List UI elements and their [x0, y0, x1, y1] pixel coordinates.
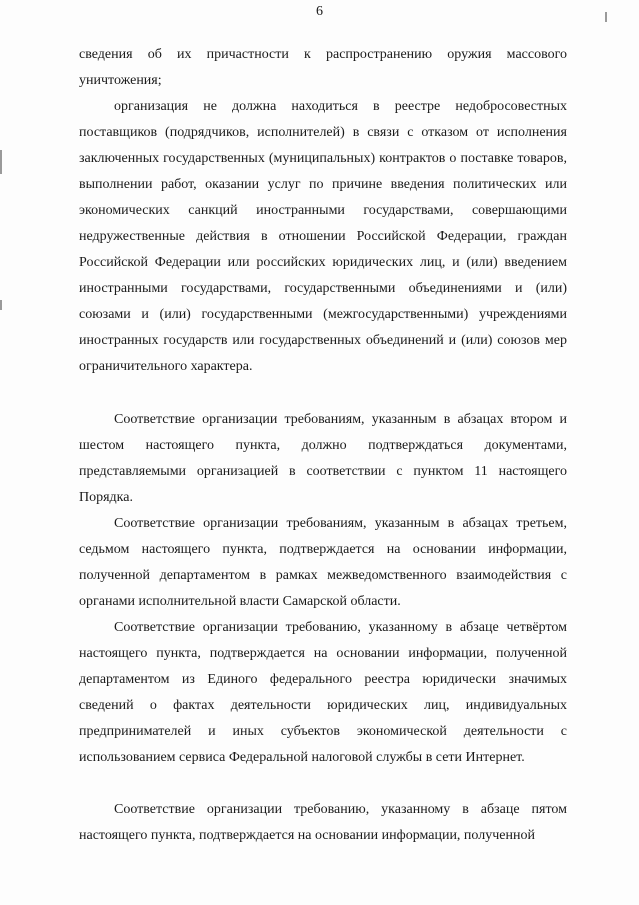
scan-artifact	[0, 150, 2, 174]
paragraph-compliance-interagency: Соответствие организации требованиям, указанным в абзацах третьем, седьмом настоящего пункта, подтверждается на основании информации, полученной департаментом в рамках межведомственного взаимодействия с органами исполнительной власти Самарской области.	[79, 516, 567, 609]
paragraph-compliance-fifth: Соответствие организации требованию, указанному в абзаце пятом настоящего пункта, подтверждается на основании информации, полученной	[79, 802, 567, 843]
scan-artifact	[0, 300, 2, 310]
page-number: 6	[316, 4, 323, 19]
paragraph-continuation: сведения об их причастности к распространению оружия массового уничтожения;	[79, 47, 567, 88]
paragraph-compliance-documents: Соответствие организации требованиям, указанным в абзацах втором и шестом настоящего пункта, должно подтверждаться документами, представляемыми организацией в соответствии с пунктом 11 настоящего Порядка.	[79, 412, 567, 505]
paragraph-registry-requirement: организация не должна находиться в реестре недобросовестных поставщиков (подрядчиков, исполнителей) в связи с отказом от исполнения заключенных государственных (муниципальных) контрактов о поставке товаров, выполнении работ, оказании услуг по причине введения политических или экономических санкций иностранными государствами, совершающими недружественные действия в отношении Российской Федерации, граждан Российской Федерации или российских юридических лиц, и (или) введением иностранными государствами, государственными объединениями и (или) союзами и (или) государственными (межгосударственными) учреждениями иностранных государств или государственных объединений и (или) союзов мер ограничительного характера.	[79, 99, 567, 374]
paragraph-compliance-federal-registry: Соответствие организации требованию, указанному в абзаце четвёртом настоящего пункта, подтверждается на основании информации, полученной департаментом из Единого федерального реестра юридически значимых сведений о фактах деятельности юридических лиц, индивидуальных предпринимателей и иных субъектов экономической деятельности с использованием сервиса Федеральной налоговой службы в сети Интернет.	[79, 620, 567, 765]
